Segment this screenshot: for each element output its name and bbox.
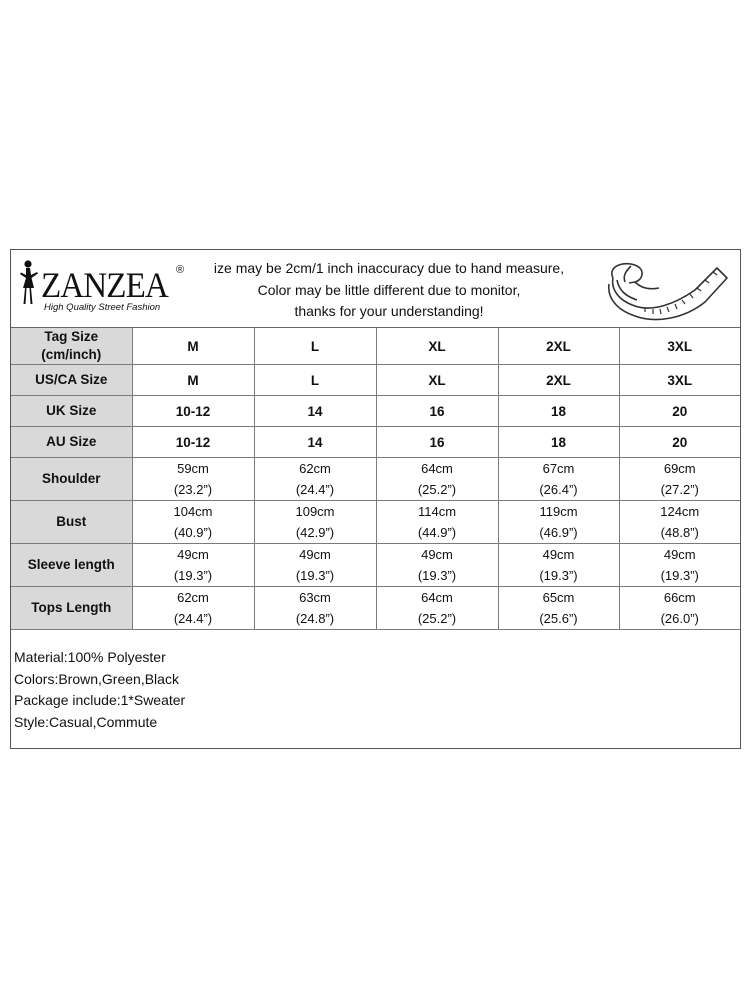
cell-line: (19.3”)	[295, 568, 335, 583]
row-label-line: (cm/inch)	[41, 347, 102, 362]
row-label-line: US/CA Size	[35, 372, 108, 387]
table-cell	[132, 396, 254, 427]
table-cell	[376, 365, 498, 396]
product-info	[14, 647, 185, 733]
cell-line: XL	[428, 338, 446, 354]
info-colors: Colors:Brown,Green,Black	[14, 670, 179, 687]
note-line: ize may be 2cm/1 inch inaccuracy due to hand measure,	[213, 260, 565, 276]
table-cell	[619, 396, 740, 427]
info-style: Style:Casual,Commute	[14, 713, 158, 730]
table-cell	[619, 501, 740, 544]
table-cell	[254, 587, 376, 630]
table-cell	[254, 501, 376, 544]
size-table	[11, 328, 740, 630]
cell-line: 63cm	[299, 590, 331, 605]
brand-logo	[15, 258, 187, 320]
cell-line: M	[187, 372, 199, 388]
cell-line: 64cm	[421, 461, 453, 476]
cell-line: 69cm	[663, 461, 696, 476]
table-cell	[254, 396, 376, 427]
cell-line: (25.2”)	[417, 611, 457, 626]
cell-line: 2XL	[546, 338, 571, 354]
cell-line: 10-12	[175, 403, 211, 419]
table-cell	[376, 501, 498, 544]
cell-line: 16	[429, 434, 445, 450]
table-cell	[376, 328, 498, 365]
cell-line: (46.9”)	[539, 525, 578, 540]
cell-line: 119cm	[539, 504, 578, 519]
row-label	[11, 328, 132, 365]
table-cell	[376, 587, 498, 630]
cell-line: 14	[307, 434, 323, 450]
cell-line: 109cm	[295, 504, 335, 519]
table-cell	[132, 544, 254, 587]
table-cell	[619, 365, 740, 396]
cell-line: (19.3”)	[660, 568, 699, 583]
cell-line: (19.3”)	[417, 568, 457, 583]
cell-line: 49cm	[177, 547, 209, 562]
size-chart-sheet	[10, 249, 741, 749]
table-row	[11, 396, 740, 427]
table-cell	[619, 544, 740, 587]
cell-line: 49cm	[299, 547, 331, 562]
cell-line: (23.2”)	[173, 482, 213, 497]
table-row	[11, 328, 740, 365]
cell-line: 10-12	[175, 434, 211, 450]
table-cell	[498, 365, 619, 396]
cell-line: L	[310, 372, 320, 388]
cell-line: 18	[550, 434, 567, 450]
row-label	[11, 458, 132, 501]
table-row	[11, 427, 740, 458]
table-cell	[498, 427, 619, 458]
cell-line: 49cm	[663, 547, 696, 562]
row-label	[11, 544, 132, 587]
note-line: thanks for your understanding!	[294, 303, 484, 319]
cell-line: 104cm	[173, 504, 213, 519]
cell-line: 16	[429, 403, 445, 419]
cell-line: 66cm	[663, 590, 696, 605]
table-cell	[132, 328, 254, 365]
tape-measure-icon	[595, 254, 731, 322]
table-cell	[619, 328, 740, 365]
table-cell	[619, 458, 740, 501]
cell-line: (24.4”)	[295, 482, 335, 497]
table-cell	[498, 458, 619, 501]
table-cell	[132, 501, 254, 544]
cell-line: 3XL	[667, 372, 693, 388]
row-label	[11, 427, 132, 458]
brand-wordmark: ZANZEA	[41, 265, 168, 305]
table-cell	[498, 501, 619, 544]
cell-line: 62cm	[299, 461, 331, 476]
cell-line: (44.9”)	[417, 525, 457, 540]
table-cell	[376, 427, 498, 458]
info-material: Material:100% Polyester	[14, 649, 166, 665]
note-line: Color may be little different due to monitor,	[257, 281, 521, 298]
table-cell	[498, 396, 619, 427]
cell-line: 49cm	[542, 547, 575, 562]
cell-line: (48.8”)	[660, 525, 699, 540]
cell-line: 124cm	[660, 504, 700, 519]
table-row	[11, 544, 740, 587]
cell-line: 18	[550, 403, 567, 419]
cell-line: 65cm	[542, 590, 575, 605]
cell-line: (27.2”)	[660, 482, 699, 497]
cell-line: (24.8”)	[295, 611, 335, 626]
table-cell	[254, 427, 376, 458]
table-cell	[254, 365, 376, 396]
table-cell	[619, 587, 740, 630]
info-package: Package include:1*Sweater	[14, 692, 186, 708]
cell-line: M	[187, 338, 199, 354]
chart-header	[11, 250, 740, 328]
row-label-line: Tag Size	[44, 329, 99, 344]
table-cell	[376, 396, 498, 427]
row-label	[11, 396, 132, 427]
row-label	[11, 501, 132, 544]
table-cell	[376, 544, 498, 587]
table-cell	[132, 587, 254, 630]
table-cell	[254, 328, 376, 365]
cell-line: (25.2”)	[417, 482, 457, 497]
row-label	[11, 365, 132, 396]
registered-mark: ®	[176, 264, 185, 276]
cell-line: 67cm	[542, 461, 575, 476]
cell-line: (24.4”)	[173, 611, 213, 626]
table-cell	[132, 427, 254, 458]
table-row	[11, 365, 740, 396]
table-cell	[619, 427, 740, 458]
cell-line: 20	[672, 434, 688, 450]
cell-line: (19.3”)	[173, 568, 213, 583]
row-label-line: Sleeve length	[27, 557, 115, 572]
table-row	[11, 501, 740, 544]
table-cell	[254, 544, 376, 587]
cell-line: (26.0”)	[660, 611, 699, 626]
table-cell	[254, 458, 376, 501]
cell-line: 62cm	[177, 590, 209, 605]
cell-line: L	[310, 338, 320, 354]
cell-line: 14	[307, 403, 323, 419]
cell-line: 59cm	[177, 461, 209, 476]
row-label-line: AU Size	[46, 434, 97, 449]
table-cell	[132, 458, 254, 501]
cell-line: 20	[672, 403, 688, 419]
cell-line: (26.4”)	[539, 482, 578, 497]
row-label-line: Bust	[56, 514, 87, 529]
cell-line: 64cm	[421, 590, 453, 605]
row-label-line: Shoulder	[41, 471, 101, 486]
row-label-line: UK Size	[46, 403, 97, 418]
cell-line: (42.9”)	[295, 525, 335, 540]
cell-line: (25.6”)	[539, 611, 578, 626]
table-cell	[132, 365, 254, 396]
measurement-notes	[189, 258, 589, 323]
row-label	[11, 587, 132, 630]
table-cell	[376, 458, 498, 501]
cell-line: 3XL	[667, 338, 693, 354]
cell-line: 114cm	[417, 504, 457, 519]
cell-line: XL	[428, 372, 446, 388]
table-row	[11, 587, 740, 630]
row-label-line: Tops Length	[31, 600, 112, 615]
brand-tagline: High Quality Street Fashion	[44, 302, 161, 313]
cell-line: (19.3”)	[539, 568, 578, 583]
table-cell	[498, 544, 619, 587]
table-row	[11, 458, 740, 501]
cell-line: (40.9”)	[173, 525, 213, 540]
cell-line: 2XL	[546, 372, 571, 388]
table-cell	[498, 328, 619, 365]
table-cell	[498, 587, 619, 630]
cell-line: 49cm	[421, 547, 453, 562]
